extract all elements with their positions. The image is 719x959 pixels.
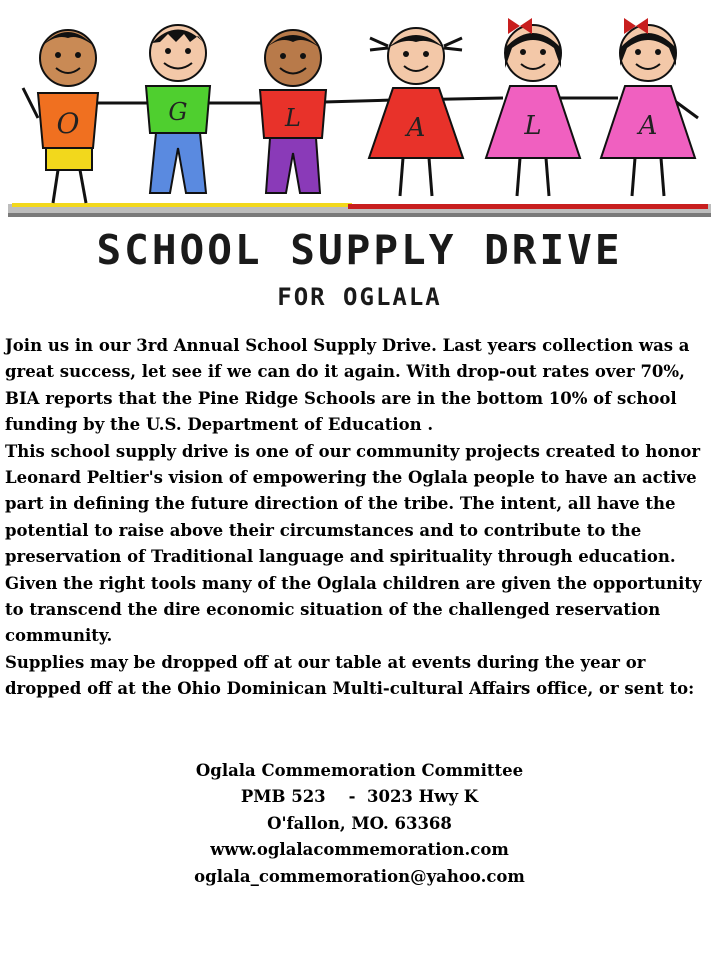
- child-figure-4: [369, 28, 463, 196]
- pencil-icon: [8, 203, 711, 217]
- child-figure-1: [23, 30, 98, 203]
- paragraph-tools: Given the right tools many of the Oglala children are given the opportunity to transcend the dire economic situation of the challenged reservation community.: [5, 573, 702, 646]
- paragraph-dropoff: Supplies may be dropped off at our table at events during the year or dropped off at the Ohio Dominican Multi-cultural Affairs office, or sent to:: [5, 652, 695, 699]
- address-street: PMB 523 - 3023 Hwy K: [240, 787, 479, 807]
- child-figure-3: [260, 30, 326, 193]
- address-name: Oglala Commemoration Committee: [195, 761, 524, 780]
- paragraph-vision: This school supply drive is one of our community projects created to honor Leonard Peltier's vision of empowering the Oglala people to have an active part in defining the future direction of the tribe. The intent, all have the potential to raise above their circumstances and to contribute to the preservation of Traditional language and spirituality through education.: [5, 441, 701, 567]
- child-figure-2: [146, 25, 210, 193]
- banner-letter-5: L: [524, 111, 542, 141]
- banner-letter-2: G: [168, 98, 188, 126]
- child-figure-5: [486, 18, 580, 196]
- page-subtitle: FOR OGLALA: [277, 283, 442, 311]
- banner-letter-4: A: [406, 113, 426, 143]
- page-title: SCHOOL SUPPLY DRIVE: [96, 226, 623, 274]
- child-figure-6: [601, 18, 698, 196]
- paragraph-intro: Join us in our 3rd Annual School Supply Drive. Last years collection was a great success, let see if we can do it again. With drop-out rates over 70%, BIA reports that the Pine Ridge Schools are in the bottom 10% of school funding by the U.S. Department of Education .: [5, 336, 690, 435]
- children-holding-hands-illustration: [8, 8, 711, 220]
- banner-letter-1: O: [56, 107, 80, 140]
- address-city: O'fallon, MO. 63368: [267, 813, 452, 833]
- address-email: oglala_commemoration@yahoo.com: [194, 866, 525, 886]
- mailing-address: [0, 758, 719, 890]
- banner-letter-3: L: [285, 104, 301, 132]
- body-text: [5, 333, 717, 703]
- address-website: www.oglalacommemoration.com: [210, 840, 509, 860]
- banner-letter-6: A: [638, 111, 658, 141]
